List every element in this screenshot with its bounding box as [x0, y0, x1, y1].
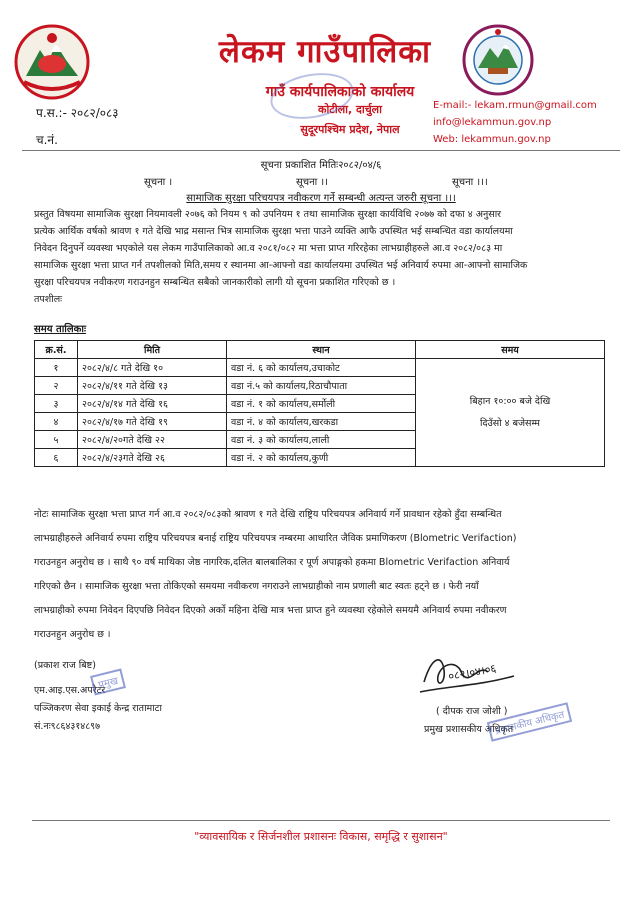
note-line: गरिएको छैन । सामाजिक सुरक्षा भत्ता तोकिएको समयमा नवीकरण नगराउने लाभग्राहीको नाम प्रणाली बाट स्वतः हट्ने छ । फेरी नयाँ	[34, 581, 479, 592]
municipality-title: लेकम गाउँपालिका	[218, 34, 432, 70]
cell-sn: १	[35, 359, 78, 377]
table-row	[35, 359, 605, 377]
cell-sn: ५	[35, 431, 78, 449]
cell-date: २०८२/४/१४ गते देखि १६	[78, 395, 227, 413]
cell-place: वडा नं. २ को कार्यालय,कुणी	[227, 449, 416, 467]
schedule-heading: समय तालिकाः	[34, 324, 86, 335]
column-header: मिति	[78, 341, 227, 359]
notice-2: सूचना ।।	[296, 177, 329, 188]
body-line: तपशीलः	[34, 294, 63, 305]
email-contact: E-mail:- lekam.rmun@gmail.com	[433, 100, 597, 111]
cell-date: २०८२/४/११ गते देखि १३	[78, 377, 227, 395]
website: Web: lekammun.gov.np	[433, 134, 551, 145]
signer-left-name: (प्रकाश राज बिष्ट)	[34, 660, 96, 671]
notice-subject: सामाजिक सुरक्षा परिचयपत्र नवीकरण गर्ने सम्बन्धी अत्यन्त जरुरी सूचना ।।।	[186, 193, 456, 204]
schedule-table	[34, 340, 605, 467]
notice-1: सूचना ।	[144, 177, 173, 188]
note-line: गराउनहुन अनुरोध छ । साथै ९० वर्ष माथिका जेष्ठ नागरिक,दलित बालबालिका र पूर्ण अपाङ्गको हकमा Blometric Verifaction अनिवार्य	[34, 557, 510, 568]
signer-left-unit: पञ्जिकरण सेवा इकाई केन्द्र रातामाटा	[34, 703, 162, 714]
signer-right-name: ( दीपक राज जोशी )	[436, 706, 508, 717]
office-name: गाउँ कार्यपालिकाको कार्यालय	[265, 84, 415, 100]
nepal-emblem-icon	[14, 24, 90, 104]
cell-place: वडा नं.५ को कार्यालय,रिठाचौपाता	[227, 377, 416, 395]
note-line: लाभग्राहीहरुले अनिवार्य रुपमा राष्ट्रिय परिचयपत्र बनाई राष्ट्रिय परिचयपत्र नम्बरमा आधारित जैविक प्रमाणिकरण (Blometric Verifaction)	[34, 533, 517, 544]
body-line: सुरक्षा परिचयपत्र नवीकरण गराउनहुन सम्बन्धित सबैको जानकारीको लागी यो सूचना प्रकाशित गरिएको छ ।	[34, 277, 396, 288]
note-line: गराउनहुन अनुरोध छ ।	[34, 629, 111, 640]
cell-date: २०८२/४/८ गते देखि १०	[78, 359, 227, 377]
cell-date: २०८२/४/२०गते देखि २२	[78, 431, 227, 449]
time-line-2: दिउँसो ४ बजेसम्म	[480, 417, 540, 429]
body-line: प्रत्येक आर्थिक वर्षको श्रावण १ गते देखि भाद्र मसान्त भित्र सामाजिक सुरक्षा भत्ता पाउने व्यक्ति आफै उपस्थित भई सम्बन्धित वडा कार्यालयमा	[34, 226, 513, 237]
cell-date: २०८२/४/२३गते देखि २६	[78, 449, 227, 467]
cell-time	[416, 359, 605, 467]
reference-number: प.स.:- २०८२/०८३	[36, 106, 119, 120]
left-stamp: प्रमुख	[90, 668, 126, 695]
footer-divider	[32, 820, 610, 821]
footer-slogan: "व्यावसायिक र सिर्जनशील प्रशासनः विकास, समृद्धि र सुशासन"	[194, 830, 448, 843]
column-header: क्र.सं.	[35, 341, 78, 359]
publish-date: सूचना प्रकाशित मितिः२०८२/०४/६	[260, 160, 382, 171]
address-line-1: कोटीला, दार्चुला	[318, 103, 382, 116]
signer-right-role: प्रमुख प्रशासकीय अधिकृत	[424, 724, 514, 735]
cell-date: २०८२/४/१७ गते देखि १९	[78, 413, 227, 431]
note-line: नोटः सामाजिक सुरक्षा भत्ता प्राप्त गर्न आ.व २०८२/०८३को श्रावण १ गते देखि राष्ट्रिय परिचयपत्र अनिवार्य गर्ने प्रावधान रहेको हुँदा सम्बन्धित	[34, 509, 502, 520]
handwritten-date: ०८२।०४।०६	[447, 661, 498, 684]
body-line: निवेदन दिनुपर्ने व्यवस्था भएकोले यस लेकम गाउँपालिकाको आ.व २०८१/०८२ मा भत्ता प्राप्त गरिरहेका लाभग्राहीहरुले आ.व २०८२/०८३ मा	[34, 243, 503, 254]
cell-sn: ४	[35, 413, 78, 431]
body-line: सामाजिक सुरक्षा भत्ता प्राप्त गर्न तपशीलको मिति,समय र स्थानमा आ-आफ्नो वडा कार्यालयमा उपस्थित भई अनिवार्य रुपमा आ-आफ्नो सामाजिक	[34, 260, 528, 271]
signer-left-phone: सं.नः९८६४३१४८९७	[34, 721, 101, 732]
signer-left-role: एम.आइ.एस.अपरेटर	[34, 685, 106, 696]
cell-place: वडा नं. ४ को कार्यालय,खरकडा	[227, 413, 416, 431]
body-line: प्रस्तुत विषयमा सामाजिक सुरक्षा नियमावली २०७६ को नियम ९ को उपनियम १ तथा सामाजिक सुरक्षा कार्यविधि २०७७ को दफा ४ अनुसार	[34, 209, 502, 220]
cell-place: वडा नं. ३ को कार्यालय,लाली	[227, 431, 416, 449]
email-contact-2: info@lekammun.gov.np	[433, 117, 552, 128]
cell-sn: २	[35, 377, 78, 395]
cell-place: वडा नं. ६ को कार्यालय,उचाकोट	[227, 359, 416, 377]
notice-3: सूचना ।।।	[452, 177, 488, 188]
column-header: समय	[416, 341, 605, 359]
right-stamp: प्रशासकीय अधिकृत	[487, 702, 572, 741]
cell-place: वडा नं. १ को कार्यालय,सर्मोली	[227, 395, 416, 413]
dispatch-number: च.नं.	[36, 133, 58, 147]
note-paragraph	[34, 503, 614, 647]
header-divider	[22, 150, 620, 151]
address-line-2: सुदूरपश्चिम प्रदेश, नेपाल	[300, 123, 400, 136]
table-header-row	[35, 341, 605, 359]
cell-sn: ६	[35, 449, 78, 467]
column-header: स्थान	[227, 341, 416, 359]
time-line-1: बिहान १०:०० बजे देखि	[469, 395, 551, 407]
cell-sn: ३	[35, 395, 78, 413]
note-line: लाभग्राहीको रुपमा निवेदन दिएपछि निवेदन दिएको अर्को महिना देखि मात्र भत्ता प्राप्त हुने व्यवस्था रहेकोले समयमै अनिवार्य रुपमा नवीकरण	[34, 605, 507, 616]
